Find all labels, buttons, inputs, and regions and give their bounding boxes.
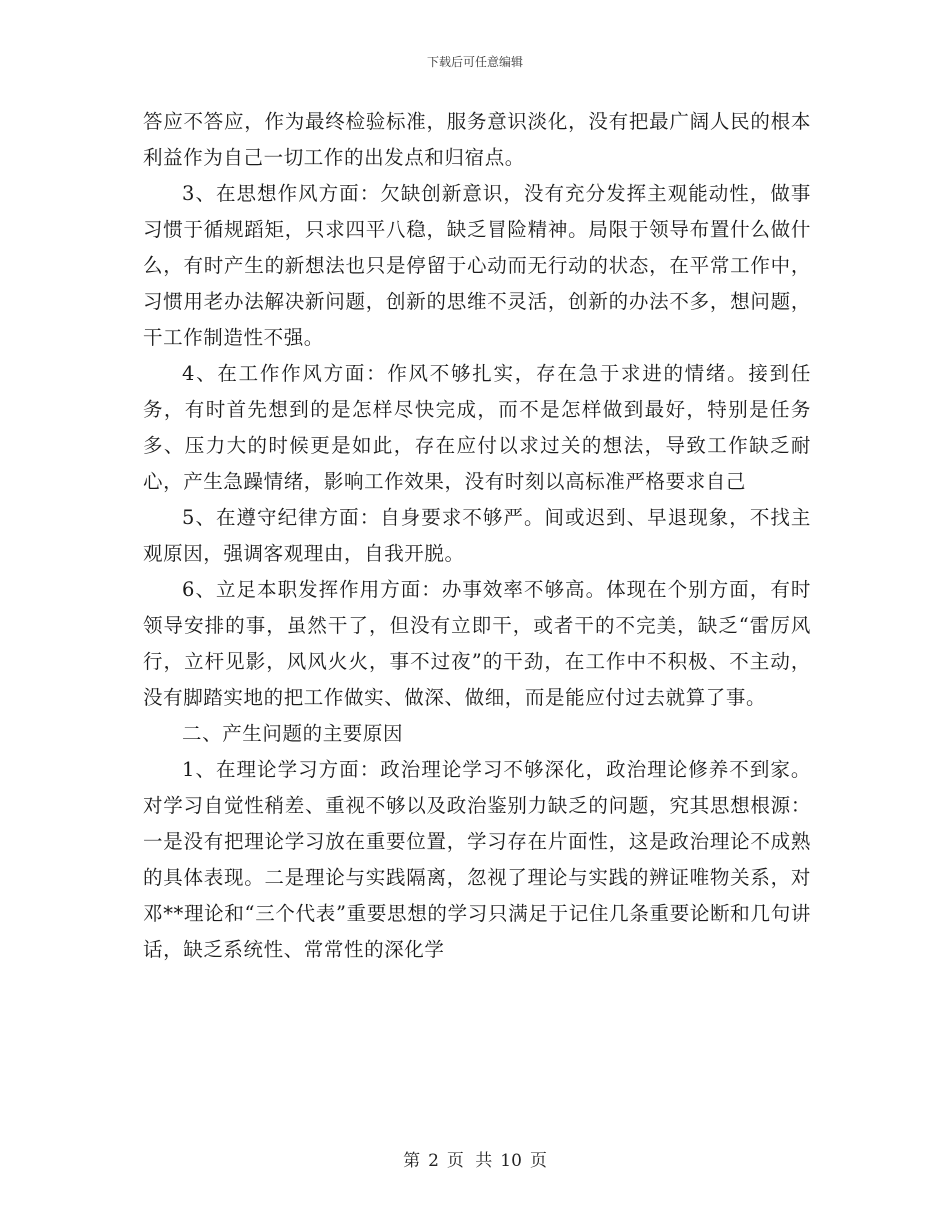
paragraph-thought-style: 3、在思想作风方面：欠缺创新意识，没有充分发挥主观能动性，做事习惯于循规蹈矩，只求四平八稳，缺乏冒险精神。局限于领导布置什么做什么，有时产生的新想法也只是停留于心动而无行动的状态，在平常工作中，习惯用老办法解决新问题，创新的思维不灵活，创新的办法不多，想问题，干工作制造性不强。 (143, 182, 811, 349)
footer-prefix: 第 (403, 1151, 421, 1171)
section-heading-causes: 二、产生问题的主要原因 (182, 722, 404, 745)
footer-page-number: 2 (428, 1151, 439, 1171)
document-body (143, 104, 811, 968)
paragraph-theory-study: 1、在理论学习方面：政治理论学习不够深化，政治理论修养不到家。对学习自觉性稍差、重视不够以及政治鉴别力缺乏的问题，究其思想根源：一是没有把理论学习放在重要位置，学习存在片面性，这是政治理论不成熟的具体表现。二是理论与实践隔离，忽视了理论与实践的辨证唯物关系，对邓**理论和“三个代表”重要思想的学习只满足于记住几条重要论断和几句讲话，缺乏系统性、常常性的深化学 (143, 758, 811, 961)
paragraph-continuation: 答应不答应，作为最终检验标准，服务意识淡化，没有把最广阔人民的根本利益作为自己一切工作的出发点和归宿点。 (143, 110, 811, 169)
footer-total-pages: 10 (500, 1151, 522, 1171)
paragraph-job-role: 6、立足本职发挥作用方面：办事效率不够高。体现在个别方面，有时领导安排的事，虽然干了，但没有立即干，或者干的不完美，缺乏“雷厉风行，立杆见影，风风火火，事不过夜”的干劲，在工作中不积极、不主动，没有脚踏实地的把工作做实、做深、做细，而是能应付过去就算了事。 (143, 578, 811, 709)
footer-middle: 页 共 (446, 1151, 493, 1171)
paragraph-discipline: 5、在遵守纪律方面：自身要求不够严。间或迟到、早退现象，不找主观原因，强调客观理由，自我开脱。 (143, 506, 811, 565)
page-header-note: 下载后可任意编辑 (426, 55, 523, 69)
footer-suffix: 页 (529, 1151, 547, 1171)
page-footer (0, 1146, 950, 1171)
paragraph-work-style: 4、在工作作风方面：作风不够扎实，存在急于求进的情绪。接到任务，有时首先想到的是怎样尽快完成，而不是怎样做到最好，特别是任务多、压力大的时候更是如此，存在应付以求过关的想法，导致工作缺乏耐心，产生急躁情绪，影响工作效果，没有时刻以高标准严格要求自己 (143, 362, 811, 493)
